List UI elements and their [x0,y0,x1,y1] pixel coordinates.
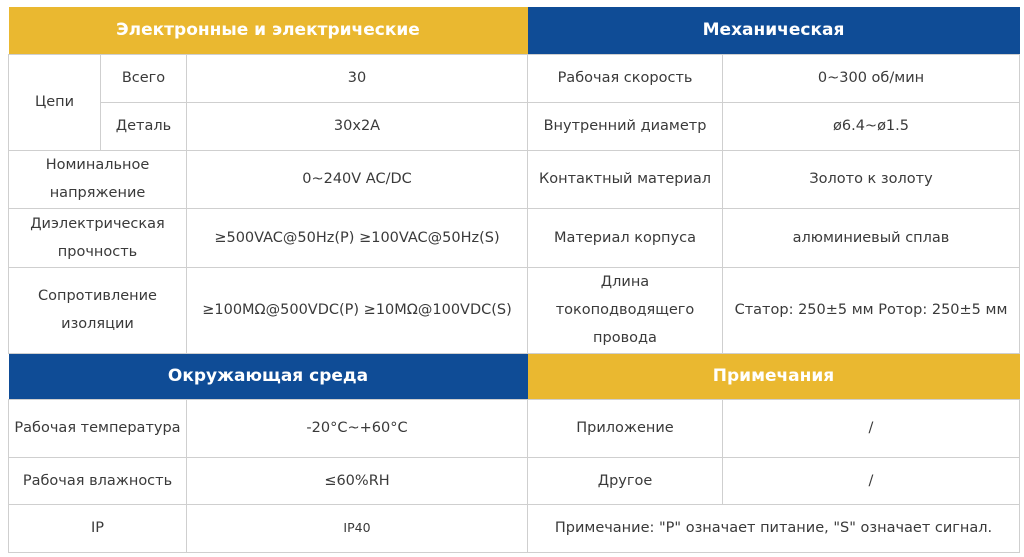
humidity-value: ≤60%RH [187,457,528,504]
other-value: / [723,457,1020,504]
dielectric-label: Диэлектрическая прочность [9,208,187,267]
other-label: Другое [528,457,723,504]
insulation-value: ≥100MΩ@500VDC(P) ≥10MΩ@100VDC(S) [187,267,528,353]
temperature-label: Рабочая температура [9,399,187,457]
environment-section-header: Окружающая среда [9,353,528,399]
notes-section-header: Примечания [528,353,1020,399]
voltage-label: Номинальное напряжение [9,150,187,208]
dielectric-value: ≥500VAC@50Hz(P) ≥100VAC@50Hz(S) [187,208,528,267]
application-label: Приложение [528,399,723,457]
humidity-label: Рабочая влажность [9,457,187,504]
inner-diameter-label: Внутренний диаметр [528,102,723,150]
temperature-value: -20°C~+60°C [187,399,528,457]
voltage-value: 0~240V AC/DC [187,150,528,208]
electrical-section-header: Электронные и электрические [9,7,528,54]
contact-material-label: Контактный материал [528,150,723,208]
detail-label: Деталь [101,102,187,150]
detail-value: 30x2A [187,102,528,150]
speed-value: 0~300 об/мин [723,54,1020,102]
contact-material-value: Золото к золоту [723,150,1020,208]
specification-table [8,7,1020,553]
remark-text: Примечание: "P" означает питание, "S" означает сигнал. [528,504,1020,552]
inner-diameter-value: ø6.4~ø1.5 [723,102,1020,150]
ip-label: IP [9,504,187,552]
housing-material-value: алюминиевый сплав [723,208,1020,267]
mechanical-section-header: Механическая [528,7,1020,54]
lead-length-value: Статор: 250±5 мм Ротор: 250±5 мм [723,267,1020,353]
housing-material-label: Материал корпуса [528,208,723,267]
total-circuits-label: Всего [101,54,187,102]
speed-label: Рабочая скорость [528,54,723,102]
application-value: / [723,399,1020,457]
lead-length-label: Длина токоподводящего провода [528,267,723,353]
ip-value: IP40 [187,504,528,552]
total-circuits-value: 30 [187,54,528,102]
circuits-label: Цепи [9,54,101,150]
insulation-label: Сопротивление изоляции [9,267,187,353]
